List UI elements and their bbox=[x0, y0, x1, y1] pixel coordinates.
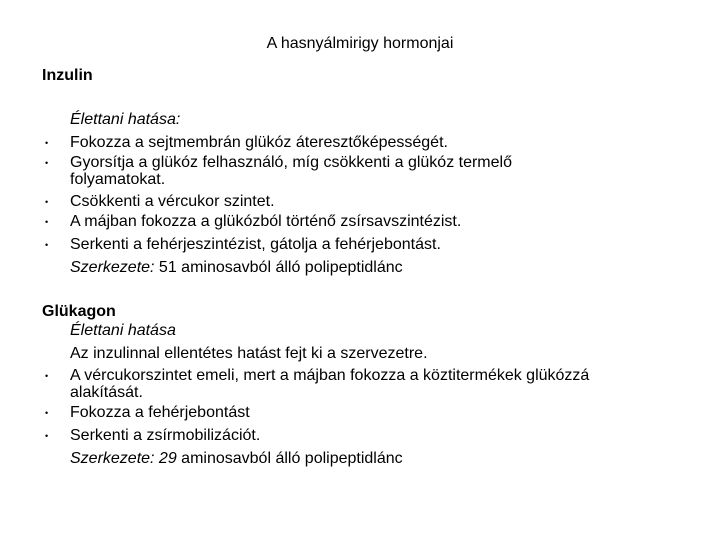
bullet-icon: • bbox=[45, 158, 49, 168]
glucagon-bullet-1-continuation: alakítását. bbox=[70, 384, 143, 401]
bullet-icon: • bbox=[45, 431, 49, 441]
glucagon-bullet-3: Serkenti a zsírmobilizációt. bbox=[70, 427, 261, 444]
insulin-bullet-2: Gyorsítja a glükóz felhasználó, míg csökkenti a glükóz termelő bbox=[70, 154, 512, 171]
glucagon-structure-text: aminosavból álló polipeptidlánc bbox=[176, 450, 403, 467]
insulin-bullet-4: A májban fokozza a glükózból történő zsírsavszintézist. bbox=[70, 213, 462, 230]
glucagon-structure bbox=[70, 450, 403, 468]
insulin-effect-label: Élettani hatása: bbox=[70, 111, 181, 128]
insulin-structure-label: Szerkezete: bbox=[70, 259, 155, 276]
insulin-bullet-1: Fokozza a sejtmembrán glükóz áteresztőképességét. bbox=[70, 134, 448, 151]
insulin-bullet-5: Serkenti a fehérjeszintézist, gátolja a fehérjebontást. bbox=[70, 236, 441, 253]
bullet-icon: • bbox=[45, 217, 49, 227]
glucagon-intro: Az inzulinnal ellentétes hatást fejt ki a szervezetre. bbox=[70, 345, 428, 362]
insulin-structure-text: 51 aminosavból álló polipeptidlánc bbox=[154, 259, 403, 276]
bullet-icon: • bbox=[45, 138, 49, 148]
glucagon-bullet-2: Fokozza a fehérjebontást bbox=[70, 404, 250, 421]
glucagon-heading: Glükagon bbox=[42, 303, 116, 320]
insulin-heading: Inzulin bbox=[42, 67, 93, 84]
glucagon-structure-label: Szerkezete: 29 bbox=[70, 450, 177, 467]
bullet-icon: • bbox=[45, 371, 49, 381]
insulin-structure bbox=[70, 259, 403, 277]
glucagon-effect-label: Élettani hatása bbox=[70, 322, 176, 339]
page-title: A hasnyálmirigy hormonjai bbox=[266, 35, 454, 52]
insulin-bullet-2-continuation: folyamatokat. bbox=[70, 171, 166, 188]
insulin-bullet-3: Csökkenti a vércukor szintet. bbox=[70, 193, 275, 210]
bullet-icon: • bbox=[45, 197, 49, 207]
bullet-icon: • bbox=[45, 408, 49, 418]
glucagon-bullet-1: A vércukorszintet emeli, mert a májban fokozza a köztitermékek glükózzá bbox=[70, 367, 590, 384]
bullet-icon: • bbox=[45, 240, 49, 250]
